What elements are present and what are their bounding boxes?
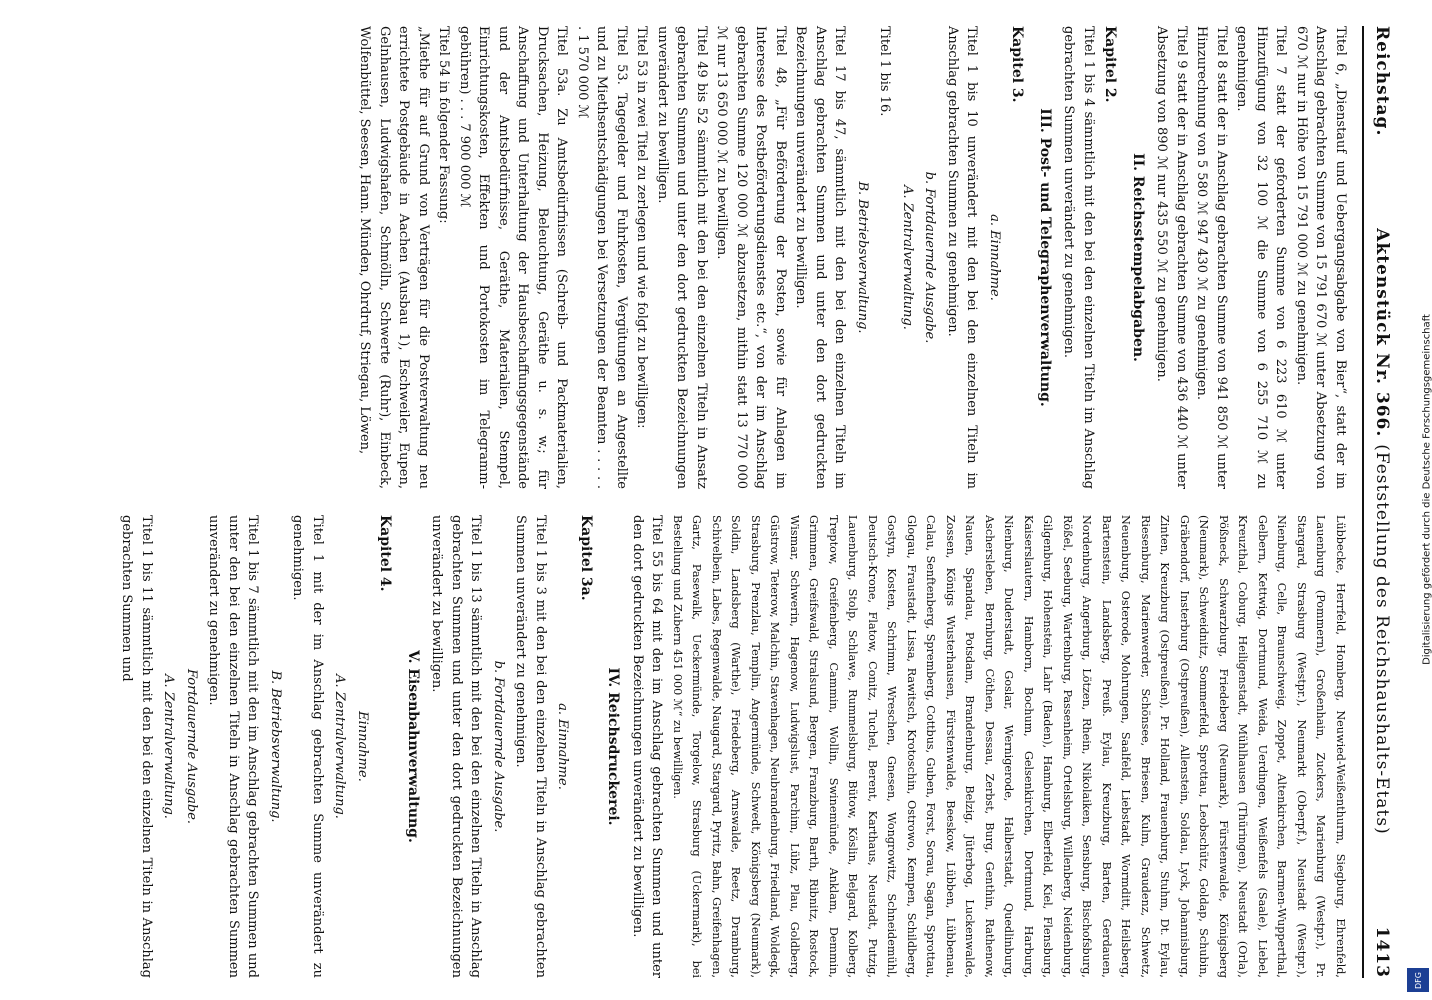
paragraph: Titel 1 mit der im Anschlag gebrachten Summe unverändert zu genehmigen.	[290, 515, 325, 978]
section-heading: III. Post- und Telegraphenverwaltung.	[1037, 108, 1053, 407]
column-left	[116, 26, 1350, 489]
section-heading: V. Eisenbahnverwaltung.	[405, 650, 421, 843]
paragraph: Titel 53a. Zu Amtsbedürfnissen (Schreib- und Packmaterialien, Drucksachen, Heizung, Beleuchtung, Geräthe u. s. w.; für Anschaffung und Unterhaltung der Hausbeschaffungsgegenstände und der Amtsbedürfnisse, Geräthe, Materialien, Stempel, Einrichtungskosten, Effekten und Portokosten im Telegramm-gebühren) . . . 7 900 000 ℳ	[457, 26, 570, 489]
subheading: B. Betriebsverwaltung.	[855, 181, 870, 334]
running-header	[1366, 26, 1392, 978]
section-heading: IV. Reichsdruckerei.	[605, 667, 622, 826]
paragraph: Titel 49 bis 52 sämmtlich mit den bei den einzelnen Titeln in Ansatz gebrachten Summen und unter den dort gedruckten Bezeichnungen unverändert zu bewilligen.	[655, 26, 709, 489]
subheading: b. Fortdauernde Ausgabe.	[491, 660, 506, 833]
paragraph: Titel 53 in zwei Titel zu zerlegen und wie folgt zu bewilligen:	[634, 26, 650, 429]
chapter-heading: Kapitel 4.	[377, 515, 394, 592]
header-rule	[1362, 26, 1364, 978]
subheading: b. Fortdauernde Ausgabe.	[922, 171, 938, 344]
paragraph: Titel 1 bis 13 sämmtlich mit den bei den einzelnen Titeln in Anschlag gebrachten Summen und unter den dort gedruckten Bezeichnungen unverändert zu bewilligen.	[429, 515, 484, 978]
paragraph: Titel 53. Tagegelder und Fuhrkosten, Vergütungen an Angestellte und zu Miethsentschädigungen bei Versetzungen der Beamten . . . . . . 1 570 000 ℳ	[575, 26, 629, 489]
page-content	[32, 26, 1392, 978]
column-right	[116, 515, 1350, 978]
chapter-heading: Kapitel 3a.	[578, 515, 594, 601]
header-center: Aktenstück Nr. 366. (Feststellung des Reichshaushalts-Etats)	[1372, 228, 1392, 835]
section-heading: II. Reichsstempelabgaben.	[1130, 153, 1146, 362]
funding-note-text: Digitalisierung gefördert durch die Deutsche Forschungsgemeinschaft	[1421, 314, 1432, 665]
subheading: B. Betriebsverwaltung.	[268, 670, 283, 823]
subheading: a. Einnahme.	[987, 214, 1002, 301]
paragraph: Titel 17 bis 47, sämmtlich mit den bei den einzelnen Titeln im Anschlag gebrachten Summen und unter den dort gedruckten Bezeichnungen unverändert zu bewilligen.	[793, 26, 848, 489]
subheading: A. Zentralverwaltung.	[161, 674, 177, 819]
paragraph: Titel 1 bis 3 mit den bei den einzelnen Titeln in Anschlag gebrachten Summen unverändert zu genehmigen.	[513, 515, 548, 978]
dfg-logo-text: DFG	[1413, 971, 1423, 989]
paragraph: Titel 1 bis 10 unverändert mit den bei den einzelnen Titeln im Anschlag gebrachten Summen zu genehmigen.	[945, 26, 980, 489]
subheading: A. Zentralverwaltung.	[332, 674, 348, 819]
paragraph: „Miethe für auf Grund von Verträgen für die Postverwaltung neu errichtete Postgebäude in Aachen (Ausbau 1), Eschweiler, Eupen, Gelnhausen, Ludwigshafen, Schmölln, Schwerte (Ruhr), Einbeck, Wolfenbüttel, Seesen, Hann. Münden, Ohrdruf, Striegau, Löwen,	[357, 26, 431, 489]
paragraph: Titel 9 statt der in Anschlag gebrachten Summe von 436 440 ℳ unter Absetzung von 890 ℳ nur 435 550 ℳ zu genehmigen.	[1154, 26, 1189, 489]
paragraph: Titel 48, „Für Beförderung der Posten, sowie für Anlagen im Interesse des Postbeförderungsdienstes etc.“, von der im Anschlag gebrachten Summe 120 000 ℳ abzusetzen, mithin statt 13 770 000 ℳ nur 13 650 000 ℳ zu bewilligen.	[714, 26, 788, 489]
paragraph: Titel 1 bis 16.	[877, 26, 893, 117]
paragraph: Lübbecke, Herrfeld, Homberg, Neuwied-Weißenthurm, Siegburg, Ehrenfeld, Lauenburg (Pommern), Großenhain, Zuckers, Marienburg (Westpr.), Pr. Stargard, Strasburg (Westpr.), Neumarkt (Oberpf.), Neustadt (Westpr.), Nienburg, Celle, Braunschweig, Zoppot, Altenkirchen, Barmen-Wupperthal, Gelbern, Kettwig, Dortmund, Weida, Uerdingen, Weißenfels (Saale), Liebel, Kreuzthal, Coburg, Heiligenstadt, Mühlhausen (Thüringen), Neustadt (Orla), Pößneck, Schwarzburg, Friedeberg (Neumark), Fürstenwalde, Königsberg (Neumark), Schweidnitz, Sommerfeld, Sprottau, Leobschütz, Goldap, Schubin, Gräbendorf, Insterburg (Ostpreußen), Allenstein, Soldau, Lyck, Johannisburg, Zinten, Kreuzburg (Ostpreußen), Pr. Holland, Frauenburg, Stuhm, Dt. Eylau, Riesenburg, Marienwerder, Schönsee, Briesen, Kulm, Graudenz, Schwetz, Neuenburg, Osterode, Mohrungen, Saalfeld, Liebstadt, Wormditt, Heilsberg, Bartenstein, Landsberg, Preuß. Eylau, Kreuzburg, Barten, Gerdauen, Nordenburg, Angerburg, Lötzen, Rhein, Nikolaiken, Sensburg, Bischofsburg, Rößel, Seeburg, Wartenburg, Passenheim, Ortelsburg, Willenberg, Neidenburg, Gilgenburg, Hohenstein, Lahr (Baden), Hamburg, Elberfeld, Kiel, Flensburg, Kaiserslautern, Hamborn, Bochum, Gelsenkirchen, Dortmund, Harburg, Nienburg, Duderstadt, Goslar, Wernigerode, Halberstadt, Quedlinburg, Aschersleben, Bernburg, Cöthen, Dessau, Zerbst, Burg, Genthin, Rathenow, Nauen, Spandau, Potsdam, Brandenburg, Belzig, Jüterbog, Luckenwalde, Zossen, Königs Wusterhausen, Fürstenwalde, Beeskow, Lübben, Lübbenau, Calau, Senftenberg, Spremberg, Cottbus, Guben, Forst, Sorau, Sagan, Sprottau, Glogau, Fraustadt, Lissa, Rawitsch, Krotoschin, Ostrowo, Kempen, Schildberg, Gostyn, Kosten, Schrimm, Wreschen, Gnesen, Wongrowitz, Schneidemühl, Deutsch-Krone, Flatow, Conitz, Tuchel, Berent, Karthaus, Neustadt, Putzig, Lauenburg, Stolp, Schlawe, Rummelsburg, Bütow, Köslin, Belgard, Kolberg, Treptow, Greifenberg, Cammin, Wollin, Swinemünde, Anklam, Demmin, Grimmen, Greifswald, Stralsund, Bergen, Franzburg, Barth, Ribnitz, Rostock, Wismar, Schwerin, Hagenow, Ludwigslust, Parchim, Lübz, Plau, Goldberg, Güstrow, Teterow, Malchin, Stavenhagen, Neubrandenburg, Friedland, Woldegk, Strasburg, Prenzlau, Templin, Angermünde, Schwedt, Königsberg (Neumark), Soldin, Landsberg (Warthe), Friedeberg, Arnswalde, Reetz, Dramburg, Schivelbein, Labes, Regenwalde, Naugard, Stargard, Pyritz, Bahn, Greifenhagen, Gartz, Pasewalk, Ueckermünde, Torgelow, Strasburg (Uckermark), bei Bestellung und Zubern 451 000 ℳ“ zu bewilligen.	[671, 515, 1347, 978]
text-columns	[116, 26, 1350, 978]
paragraph: Titel 1 bis 4 sämmtlich mit den bei den einzelnen Titeln im Anschlag gebrachten Summen unverändert zu genehmigen.	[1061, 26, 1096, 489]
chapter-heading: Kapitel 2.	[1102, 26, 1119, 103]
paragraph: Titel 54 in folgender Fassung:	[436, 26, 452, 224]
funding-note	[1405, 0, 1432, 1000]
subheading: a. Einnahme.	[555, 703, 571, 790]
chapter-heading: Kapitel 3.	[1009, 26, 1026, 103]
paragraph: Titel 6, „Dienstauf und Uebergangsabgabe von Bier“, statt der im Anschlag gebrachten Summe von 15 791 670 ℳ unter Absetzung von 670 ℳ nur in Höhe von 15 791 000 ℳ zu genehmigen.	[1294, 26, 1348, 489]
paragraph: Titel 1 bis 11 sämmtlich mit den bei den einzelnen Titeln in Anschlag gebrachten Summen und	[119, 515, 154, 978]
page-number: 1413	[1372, 926, 1392, 978]
paragraph: Titel 7 statt der geforderten Summe von 6 223 610 ℳ unter Hinzufügung von 32 100 ℳ die Summe von 6 255 710 ℳ zu genehmigen.	[1234, 26, 1289, 489]
paragraph: Titel 8 statt der in Anschlag gebrachten Summe von 941 850 ℳ unter Hinzurechnung von 5 580 ℳ 947 430 ℳ zu genehmigen.	[1194, 26, 1229, 489]
dfg-logo	[1407, 968, 1429, 992]
paragraph: Titel 55 bis 64 mit den im Anschlag gebrachten Summen und unter den dort gedruckten Bezeichnungen unverändert zu bewilligen.	[630, 515, 665, 978]
subheading: A. Zentralverwaltung.	[900, 185, 915, 330]
paragraph: Titel 1 bis 7 sämmtlich mit den im Anschlag gebrachten Summen und unter den bei den einzelnen Titeln in Anschlag gebrachten Summen unverändert zu genehmigen.	[206, 515, 261, 978]
header-left: Reichstag.	[1372, 26, 1392, 137]
subheading: Einnahme.	[355, 711, 370, 782]
subheading: Fortdauernde Ausgabe.	[184, 668, 199, 825]
